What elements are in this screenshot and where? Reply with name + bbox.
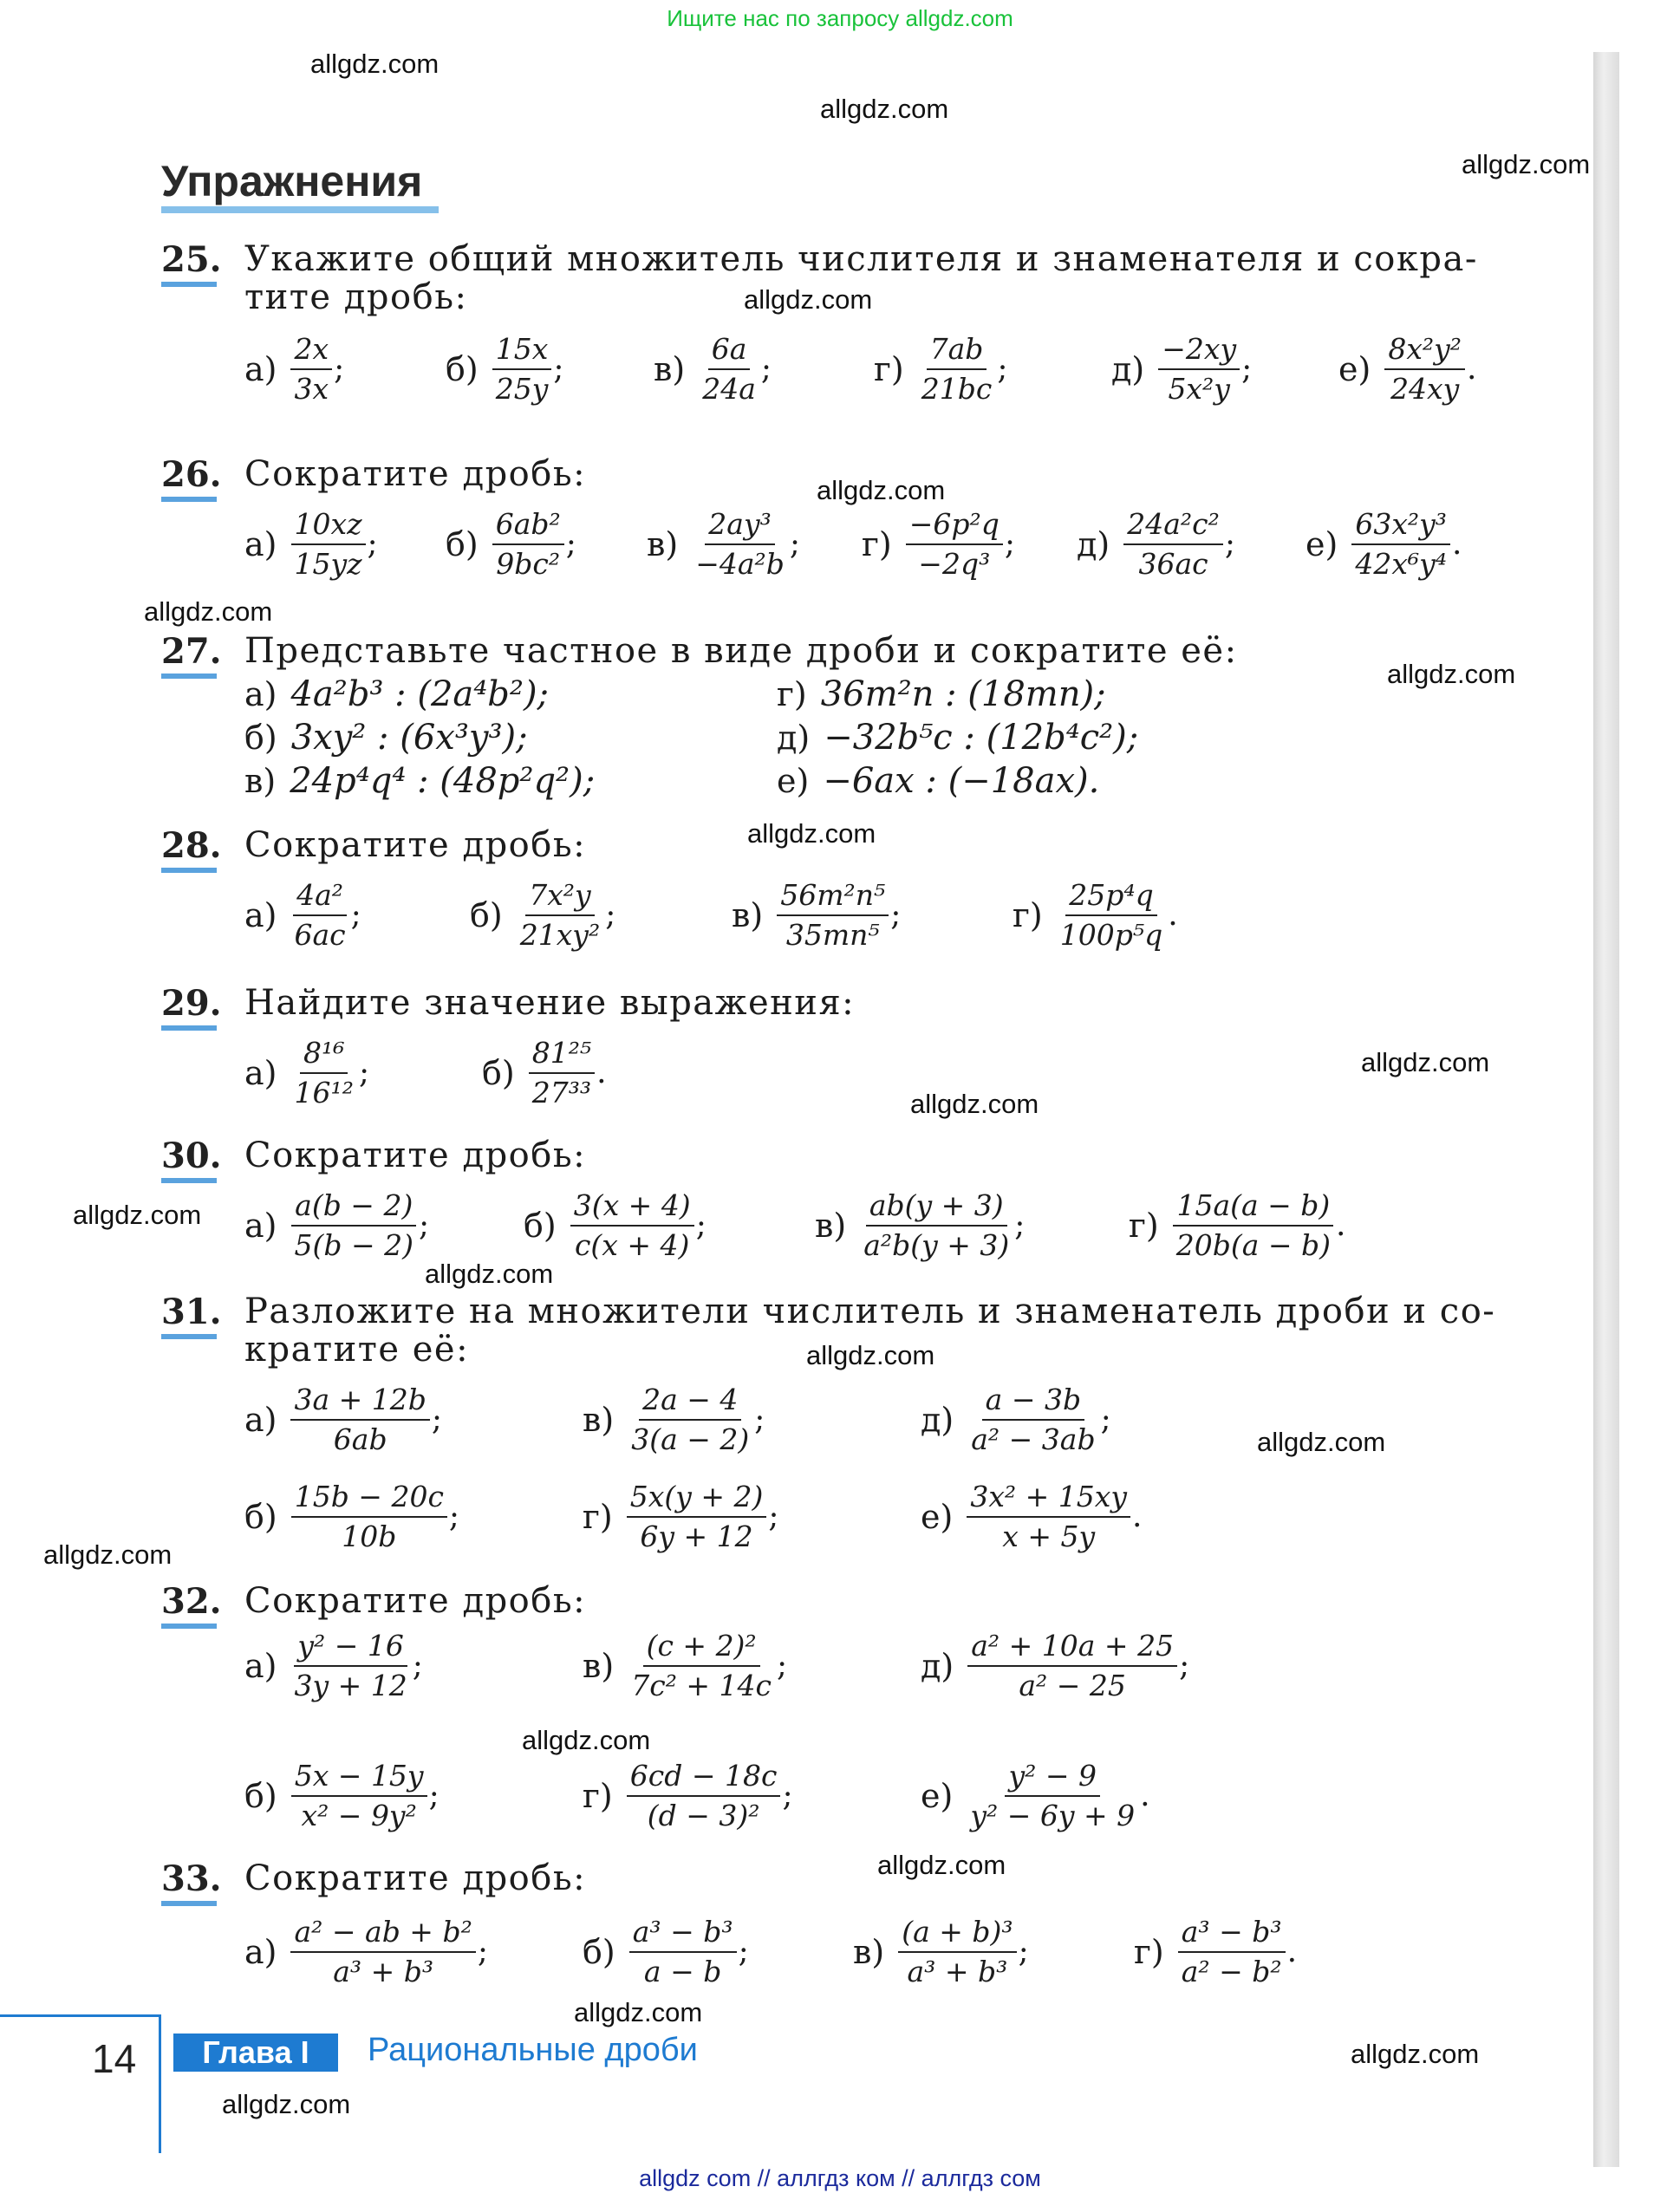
- fraction: [1178, 1916, 1286, 1988]
- bottom-banner: allgdz com // аллгдз ком // аллгдз сом: [639, 2165, 1041, 2191]
- exercise-item: [244, 674, 549, 714]
- item-punct: ;: [1100, 1402, 1111, 1438]
- item-label: в): [647, 524, 679, 563]
- numerator: 2x: [290, 333, 332, 370]
- item-punct: .: [1132, 1499, 1143, 1535]
- exercise-item: [470, 879, 615, 952]
- fraction: [699, 333, 759, 406]
- item-punct: ;: [565, 526, 576, 563]
- watermark: allgdz.com: [747, 818, 876, 849]
- fraction: [290, 1037, 356, 1110]
- exercise-item: [583, 1916, 749, 1988]
- exercise-item: [482, 1037, 607, 1110]
- numerator: 2ay³: [705, 508, 775, 545]
- exercise-item: [921, 1480, 1143, 1553]
- fraction: [1384, 333, 1465, 406]
- numerator: 4a²: [293, 879, 347, 916]
- denominator: 16¹²: [294, 1075, 354, 1110]
- expression: 36m²n : (18mn);: [820, 674, 1106, 714]
- fraction: [967, 1383, 1098, 1456]
- fraction: [1123, 508, 1223, 581]
- item-punct: ;: [695, 1207, 707, 1244]
- item-label: а): [244, 675, 277, 713]
- exercise-item: [446, 508, 576, 581]
- item-label: б): [482, 1053, 515, 1092]
- numerator: a − 3b: [982, 1383, 1084, 1421]
- exercise-item: [777, 674, 1106, 714]
- fraction: [628, 1383, 752, 1456]
- exercise-item: [244, 1630, 423, 1702]
- item-label: а): [244, 524, 277, 563]
- item-label: а): [244, 895, 277, 934]
- fraction: [898, 1916, 1016, 1988]
- watermark: allgdz.com: [820, 94, 949, 124]
- fraction: [492, 333, 552, 406]
- item-punct: ;: [760, 351, 772, 387]
- item-label: г): [583, 1776, 613, 1815]
- item-label: б): [446, 349, 479, 388]
- watermark: allgdz.com: [1462, 149, 1591, 179]
- denominator: 36ac: [1138, 546, 1208, 581]
- item-punct: ;: [412, 1648, 423, 1684]
- numerator: 8x²y²: [1384, 333, 1465, 370]
- fraction: [570, 1189, 694, 1262]
- numerator: 3(x + 4): [570, 1189, 694, 1227]
- denominator: 42x⁶y⁴: [1355, 546, 1448, 581]
- watermark: allgdz.com: [574, 1997, 703, 2027]
- item-label: б): [244, 719, 277, 757]
- exercise-item: [244, 1189, 429, 1262]
- fraction: [290, 879, 348, 952]
- exercise-item: [1013, 879, 1178, 952]
- exercise-item: [1077, 508, 1235, 581]
- item-label: б): [524, 1206, 557, 1245]
- denominator: (d − 3)²: [647, 1798, 760, 1832]
- denominator: 27³³: [531, 1075, 592, 1110]
- exercise-item: [244, 1916, 488, 1988]
- exercise-item: [853, 1916, 1029, 1988]
- exercise-number: 31.: [161, 1292, 222, 1332]
- exercise-item: [244, 333, 344, 406]
- denominator: 3x: [294, 371, 329, 406]
- denominator: a³ + b³: [907, 1954, 1008, 1988]
- denominator: y² − 6y + 9: [970, 1798, 1136, 1832]
- denominator: 20b(a − b): [1175, 1227, 1332, 1262]
- denominator: 3(a − 2): [631, 1422, 750, 1456]
- numerator: 7ab: [927, 333, 987, 370]
- item-punct: ;: [782, 1778, 793, 1814]
- fraction: [290, 1189, 417, 1262]
- fraction: [860, 1189, 1013, 1262]
- denominator: 21xy²: [519, 917, 601, 952]
- denominator: 100p⁵q: [1059, 917, 1163, 952]
- watermark: allgdz.com: [310, 49, 440, 79]
- denominator: 3y + 12: [294, 1668, 407, 1702]
- exercise-text: Представьте частное в виде дроби и сократите её:: [244, 631, 1238, 671]
- exercise-item: [583, 1383, 765, 1456]
- numerator: a³ − b³: [629, 1916, 737, 1953]
- fraction: [290, 1383, 429, 1456]
- expression: −6ax : (−18ax).: [823, 761, 1100, 801]
- item-label: е): [921, 1497, 954, 1536]
- numerator: 5x(y + 2): [627, 1480, 767, 1518]
- numerator: 7x²y: [525, 879, 594, 916]
- item-label: г): [862, 524, 892, 563]
- numerator: ab(y + 3): [866, 1189, 1007, 1227]
- fraction: [777, 879, 889, 952]
- denominator: x² − 9y²: [301, 1798, 417, 1832]
- item-label: д): [1077, 524, 1110, 563]
- item-label: а): [244, 1932, 277, 1971]
- item-punct: .: [1168, 897, 1178, 934]
- item-punct: ;: [418, 1207, 430, 1244]
- numerator: 2a − 4: [639, 1383, 741, 1421]
- item-label: в): [815, 1206, 847, 1245]
- exercise-item: [1338, 333, 1477, 406]
- exercise-number: 33.: [161, 1858, 222, 1899]
- fraction: [967, 1480, 1130, 1553]
- exercise-item: [244, 1037, 369, 1110]
- exercise-text: Сократите дробь:: [244, 454, 587, 494]
- numerator: 81²⁵: [529, 1037, 595, 1074]
- watermark: allgdz.com: [222, 2089, 351, 2119]
- numerator: 24a²c²: [1123, 508, 1223, 545]
- item-label: г): [1134, 1932, 1164, 1971]
- item-label: в): [244, 762, 277, 800]
- numerator: (a + b)³: [898, 1916, 1016, 1953]
- exercise-text: тите дробь:: [244, 277, 468, 317]
- numerator: 10xz: [291, 508, 366, 545]
- numerator: 6ab²: [492, 508, 564, 545]
- exercise-number: 27.: [161, 631, 222, 672]
- item-punct: .: [1467, 351, 1477, 387]
- denominator: 6ac: [294, 917, 346, 952]
- exercise-item: [654, 333, 772, 406]
- watermark: allgdz.com: [73, 1200, 202, 1230]
- fraction: [517, 879, 603, 952]
- denominator: a − b: [643, 1954, 722, 1988]
- numerator: 63x²y³: [1351, 508, 1450, 545]
- item-punct: ;: [553, 351, 564, 387]
- denominator: a³ + b³: [333, 1954, 434, 1988]
- numerator: 3a + 12b: [290, 1383, 429, 1421]
- item-punct: ;: [1018, 1934, 1029, 1970]
- watermark: allgdz.com: [43, 1539, 173, 1570]
- denominator: −4a²b: [695, 546, 785, 581]
- watermark: allgdz.com: [1257, 1427, 1386, 1457]
- item-label: г): [1129, 1206, 1159, 1245]
- exercise-item: [777, 761, 1099, 801]
- fraction: [967, 1630, 1177, 1702]
- denominator: 7c² + 14c: [631, 1668, 772, 1702]
- expression: −32b⁵c : (12b⁴c²);: [824, 718, 1139, 758]
- item-label: а): [244, 1053, 277, 1092]
- numerator: a² − ab + b²: [290, 1916, 475, 1953]
- fraction: [291, 1480, 447, 1553]
- item-label: д): [1111, 349, 1145, 388]
- fraction: [629, 1916, 737, 1988]
- exercise-item: [1111, 333, 1252, 406]
- item-label: г): [874, 349, 904, 388]
- fraction: [290, 1916, 475, 1988]
- watermark: allgdz.com: [1387, 659, 1516, 689]
- item-label: е): [1338, 349, 1371, 388]
- exercise-item: [524, 1189, 707, 1262]
- item-label: в): [732, 895, 764, 934]
- exercise-text: Сократите дробь:: [244, 1858, 587, 1898]
- item-label: в): [583, 1646, 615, 1685]
- exercise-text: Укажите общий множитель числителя и знаменателя и сокра-: [244, 239, 1478, 279]
- item-label: а): [244, 1400, 277, 1439]
- denominator: a² − 3ab: [971, 1422, 1096, 1456]
- expression: 24p⁴q⁴ : (48p²q²);: [290, 761, 596, 801]
- numerator: 15b − 20c: [291, 1480, 447, 1518]
- numerator: 15x: [492, 333, 552, 370]
- numerator: 15a(a − b): [1173, 1189, 1333, 1227]
- item-punct: .: [1452, 526, 1462, 563]
- denominator: 10b: [342, 1519, 397, 1553]
- item-punct: ;: [1224, 526, 1235, 563]
- fraction: [627, 1760, 781, 1832]
- denominator: 25y: [495, 371, 549, 406]
- item-punct: ;: [789, 526, 801, 563]
- exercise-item: [862, 508, 1015, 581]
- exercise-number: 29.: [161, 983, 222, 1024]
- fraction: [290, 1630, 410, 1702]
- denominator: x + 5y: [1002, 1519, 1096, 1553]
- item-punct: .: [596, 1055, 607, 1091]
- item-label: а): [244, 1646, 277, 1685]
- exercise-item: [732, 879, 901, 952]
- exercise-item: [583, 1630, 787, 1702]
- fraction: [906, 508, 1003, 581]
- item-punct: ;: [605, 897, 616, 934]
- chapter-badge: Глава I: [173, 2034, 338, 2072]
- numerator: 8¹⁶: [300, 1037, 348, 1074]
- watermark: allgdz.com: [425, 1259, 554, 1289]
- item-punct: ;: [754, 1402, 765, 1438]
- fraction: [1173, 1189, 1334, 1262]
- fraction: [1057, 879, 1166, 952]
- item-label: б): [244, 1497, 277, 1536]
- exercise-item: [244, 1480, 459, 1553]
- chapter-title: Рациональные дроби: [368, 2032, 698, 2068]
- exercise-text: Сократите дробь:: [244, 1581, 587, 1621]
- fraction: [1351, 508, 1450, 581]
- exercise-item: [244, 1760, 440, 1832]
- exercise-item: [921, 1630, 1189, 1702]
- fraction: [1158, 333, 1240, 406]
- watermark: allgdz.com: [817, 475, 946, 505]
- numerator: −6p²q: [906, 508, 1003, 545]
- exercise-item: [1129, 1189, 1345, 1262]
- item-punct: .: [1286, 1934, 1298, 1970]
- page-number: 14: [92, 2036, 137, 2081]
- numerator: 5x − 15y: [291, 1760, 427, 1797]
- item-label: г): [583, 1497, 613, 1536]
- denominator: 6y + 12: [640, 1519, 753, 1553]
- item-punct: ;: [777, 1648, 788, 1684]
- exercise-number: 28.: [161, 825, 222, 866]
- item-punct: ;: [358, 1055, 370, 1091]
- numerator: 25p⁴q: [1065, 879, 1156, 916]
- page-edge-shadow: [1593, 52, 1619, 2167]
- fraction: [290, 333, 332, 406]
- exercise-item: [921, 1760, 1150, 1832]
- exercise-item: [874, 333, 1007, 406]
- fraction: [492, 508, 564, 581]
- watermark: allgdz.com: [1351, 2039, 1480, 2069]
- item-punct: ;: [1179, 1648, 1190, 1684]
- exercise-item: [1306, 508, 1462, 581]
- denominator: 5(b − 2): [294, 1227, 413, 1262]
- item-label: б): [583, 1932, 615, 1971]
- item-punct: ;: [890, 897, 902, 934]
- watermark: allgdz.com: [522, 1725, 651, 1755]
- denominator: −2q³: [918, 546, 991, 581]
- fraction: [529, 1037, 595, 1110]
- numerator: 6cd − 18c: [627, 1760, 781, 1797]
- fraction: [291, 1760, 427, 1832]
- item-label: д): [777, 719, 811, 757]
- exercise-item: [244, 761, 595, 801]
- item-punct: .: [1140, 1778, 1150, 1814]
- fraction: [290, 508, 365, 581]
- fraction: [627, 1480, 767, 1553]
- item-label: в): [583, 1400, 615, 1439]
- watermark: allgdz.com: [910, 1089, 1039, 1119]
- watermark: allgdz.com: [744, 284, 873, 315]
- exercise-item: [815, 1189, 1025, 1262]
- denominator: 24xy: [1390, 371, 1460, 406]
- exercise-item: [244, 1383, 442, 1456]
- item-punct: .: [1336, 1207, 1346, 1244]
- exercise-item: [583, 1480, 779, 1553]
- denominator: 24a: [702, 371, 756, 406]
- fraction: [692, 508, 788, 581]
- exercise-number: 26.: [161, 454, 222, 495]
- item-label: г): [777, 675, 807, 713]
- exercise-text: Найдите значение выражения:: [244, 983, 856, 1023]
- exercise-number: 25.: [161, 239, 222, 280]
- item-label: а): [244, 1206, 277, 1245]
- item-punct: ;: [1004, 526, 1015, 563]
- numerator: 56m²n⁵: [777, 879, 889, 916]
- exercise-number: 30.: [161, 1136, 222, 1176]
- expression: 3xy² : (6x³y³);: [290, 718, 528, 758]
- item-label: в): [654, 349, 686, 388]
- watermark: allgdz.com: [877, 1850, 1006, 1880]
- numerator: a³ − b³: [1178, 1916, 1286, 1953]
- numerator: 3x² + 15xy: [967, 1480, 1130, 1518]
- item-label: б): [470, 895, 503, 934]
- item-label: б): [244, 1776, 277, 1815]
- item-label: г): [1013, 895, 1043, 934]
- fraction: [967, 1760, 1138, 1832]
- numerator: a² + 10a + 25: [967, 1630, 1177, 1667]
- section-title: Упражнения: [161, 157, 423, 205]
- exercise-text: Сократите дробь:: [244, 1136, 587, 1175]
- denominator: 35mn⁵: [785, 917, 880, 952]
- item-punct: ;: [350, 897, 361, 934]
- exercise-item: [583, 1760, 793, 1832]
- denominator: 21bc: [921, 371, 993, 406]
- item-punct: ;: [448, 1499, 460, 1535]
- exercise-item: [647, 508, 800, 581]
- exercise-item: [244, 508, 378, 581]
- denominator: c(x + 4): [574, 1227, 690, 1262]
- watermark: allgdz.com: [1361, 1047, 1490, 1077]
- item-punct: ;: [428, 1778, 440, 1814]
- numerator: a(b − 2): [291, 1189, 416, 1227]
- item-punct: ;: [334, 351, 345, 387]
- fraction: [628, 1630, 775, 1702]
- item-label: е): [1306, 524, 1338, 563]
- item-punct: ;: [738, 1934, 749, 1970]
- fraction: [918, 333, 996, 406]
- numerator: (c + 2)²: [643, 1630, 760, 1667]
- numerator: y² − 16: [294, 1630, 407, 1667]
- item-punct: ;: [997, 351, 1008, 387]
- item-label: б): [446, 524, 479, 563]
- item-label: д): [921, 1646, 954, 1685]
- denominator: 9bc²: [496, 546, 561, 581]
- item-label: а): [244, 349, 277, 388]
- denominator: a² − 25: [1019, 1668, 1126, 1702]
- section-title-underline: [161, 206, 439, 213]
- item-punct: ;: [477, 1934, 488, 1970]
- item-label: е): [777, 762, 810, 800]
- exercise-text: кратите её:: [244, 1330, 470, 1370]
- exercise-text: Сократите дробь:: [244, 825, 587, 865]
- exercise-text: Разложите на множители числитель и знаменатель дроби и со-: [244, 1292, 1496, 1331]
- item-label: д): [921, 1400, 954, 1439]
- exercise-item: [777, 718, 1138, 758]
- exercise-item: [446, 333, 563, 406]
- numerator: −2xy: [1158, 333, 1240, 370]
- denominator: a²b(y + 3): [863, 1227, 1010, 1262]
- exercise-item: [921, 1383, 1111, 1456]
- footer-vertical-rule: [159, 2014, 161, 2153]
- item-punct: ;: [431, 1402, 443, 1438]
- item-punct: ;: [768, 1499, 779, 1535]
- item-punct: ;: [367, 526, 378, 563]
- watermark: allgdz.com: [806, 1340, 935, 1370]
- exercise-item: [244, 718, 528, 758]
- item-punct: ;: [1241, 351, 1253, 387]
- denominator: 6ab: [333, 1422, 387, 1456]
- expression: 4a²b³ : (2a⁴b²);: [290, 674, 550, 714]
- watermark: allgdz.com: [144, 596, 273, 627]
- exercise-item: [244, 879, 361, 952]
- numerator: 6a: [708, 333, 751, 370]
- footer-rule: [0, 2014, 161, 2017]
- item-label: в): [853, 1932, 885, 1971]
- denominator: a² − b²: [1181, 1954, 1282, 1988]
- top-banner: Ищите нас по запросу allgdz.com: [667, 5, 1013, 31]
- exercise-item: [1134, 1916, 1297, 1988]
- item-label: е): [921, 1776, 954, 1815]
- exercise-number: 32.: [161, 1581, 222, 1622]
- denominator: 5x²y: [1168, 371, 1230, 406]
- item-punct: ;: [1014, 1207, 1026, 1244]
- denominator: 15yz: [294, 546, 362, 581]
- numerator: y² − 9: [1005, 1760, 1100, 1797]
